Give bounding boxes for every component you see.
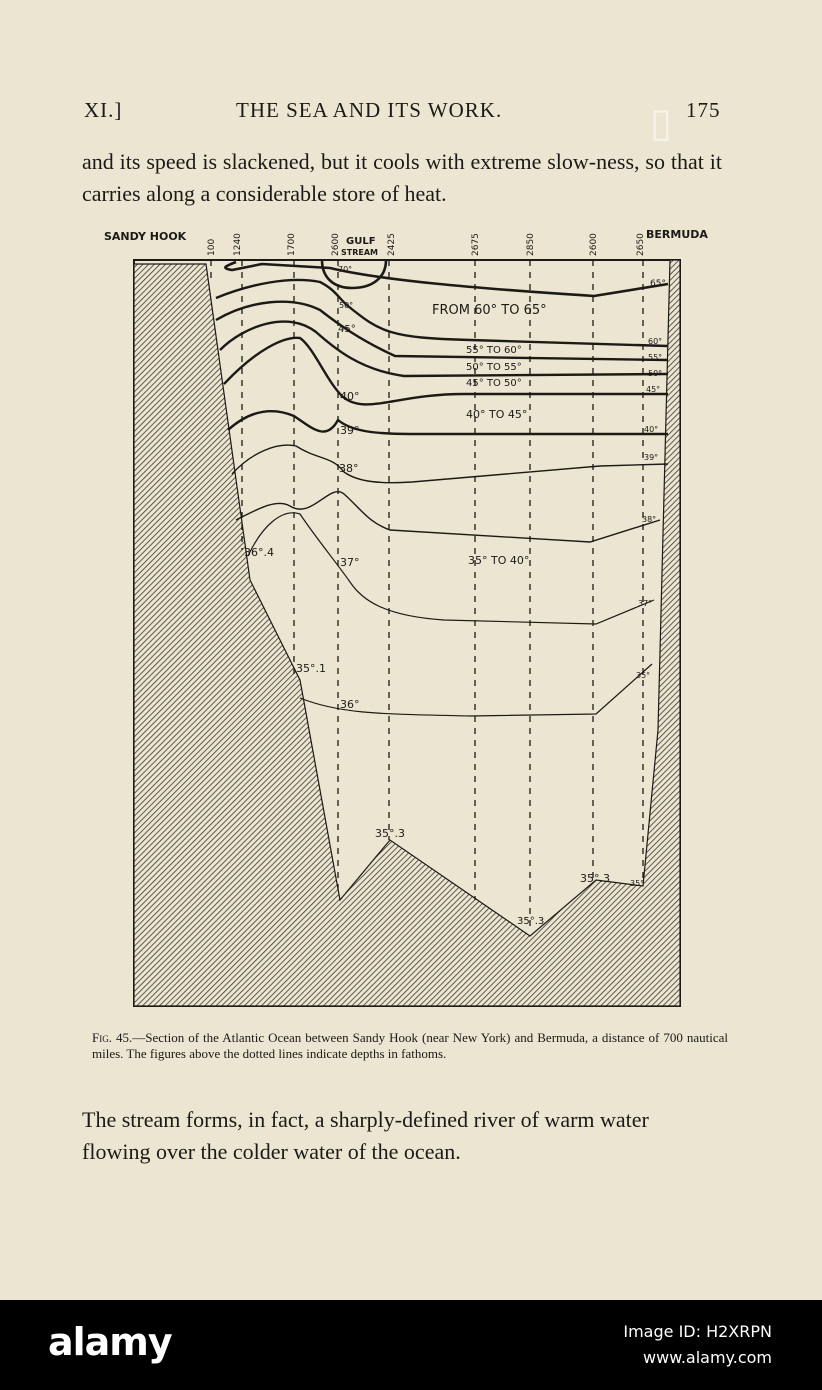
isotherm-39 [232,445,668,483]
isotherm-50 [220,322,668,376]
depth-label: 2650 [636,233,646,256]
stock-url: www.alamy.com [643,1348,772,1367]
closing-paragraph: The stream forms, in fact, a sharply-defined river of warm water flowing over the colder water of the ocean. [82,1107,649,1164]
isotherm-label: 38° [339,462,359,475]
watermark-overlay: ▯ [650,100,673,146]
isotherm-label: 35°.3 [517,916,545,927]
edge-label: 38° [642,515,657,524]
isotherm-label: 36°.4 [244,546,274,559]
band-label: 50° TO 55° [466,362,522,373]
isotherm-label: 35°.3 [375,827,405,840]
isotherm-label: 35°.3 [580,872,610,885]
band-label: 40° TO 45° [466,408,528,421]
isotherm-label: 70° [338,265,353,274]
label-sandy-hook: SANDY HOOK [104,230,187,243]
edge-label: 39° [644,453,659,462]
band-label: 45° TO 50° [466,378,522,389]
stock-footer [0,1300,822,1390]
edge-label: 45° [646,385,661,394]
band-label: 35° TO 40° [468,554,530,567]
isotherm-label: 36° [340,698,360,711]
edge-label: 35° [630,879,645,888]
band-label: FROM 60° TO 65° [432,303,547,318]
edge-label: 55° [648,353,663,362]
figure-caption [92,1030,728,1062]
isotherm-45 [224,338,668,405]
depth-label: 2600 [331,233,341,256]
ocean-section-figure [0,220,822,1020]
edge-label: 50° [648,369,663,378]
depth-label: 100 [207,238,217,256]
intro-paragraph: and its speed is slackened, but it cools with extreme slow-ness, so that it carries along a considerable store of heat. [82,149,722,206]
caption-label: Fig. 45. [92,1030,133,1045]
depth-labels [207,233,646,256]
label-stream: STREAM [341,248,378,257]
depth-label: 2675 [471,233,481,256]
isotherm-label: 39° [340,424,360,437]
label-bermuda: BERMUDA [646,228,708,241]
depth-label: 1700 [287,233,297,256]
isotherm-label: 35°.1 [296,662,326,675]
running-title: THE SEA AND ITS WORK. [236,98,503,122]
depth-label: 2600 [589,233,599,256]
edge-label: 60° [648,337,663,346]
depth-label: 2425 [387,233,397,256]
isotherm-38 [236,492,660,542]
isotherm-label: 45° [338,324,356,335]
edge-label: 37° [638,599,653,608]
edge-label: 40° [644,425,659,434]
edge-label: 35° [636,671,651,680]
chapter-number: XI.] [84,98,123,122]
caption-text: —Section of the Atlantic Ocean between Sandy Hook (near New York) and Bermuda, a distance of 700 nautical miles. The figures above the dotted lines indicate depths in fathoms. [92,1030,728,1061]
edge-label: 65° [650,279,666,289]
stock-image-id: Image ID: H2XRPN [623,1322,772,1341]
page-number: 175 [686,98,721,122]
label-gulf: GULF [346,236,376,247]
band-label: 55° TO 60° [466,345,522,356]
isotherm-label: 40° [340,390,360,403]
depth-label: 2850 [526,233,536,256]
sea-floor [134,260,680,1006]
stock-brand-logo: alamy [48,1320,172,1364]
isotherm-label: 50° [339,301,354,310]
isotherm-label: 37° [340,556,360,569]
depth-label: 1240 [233,233,243,256]
